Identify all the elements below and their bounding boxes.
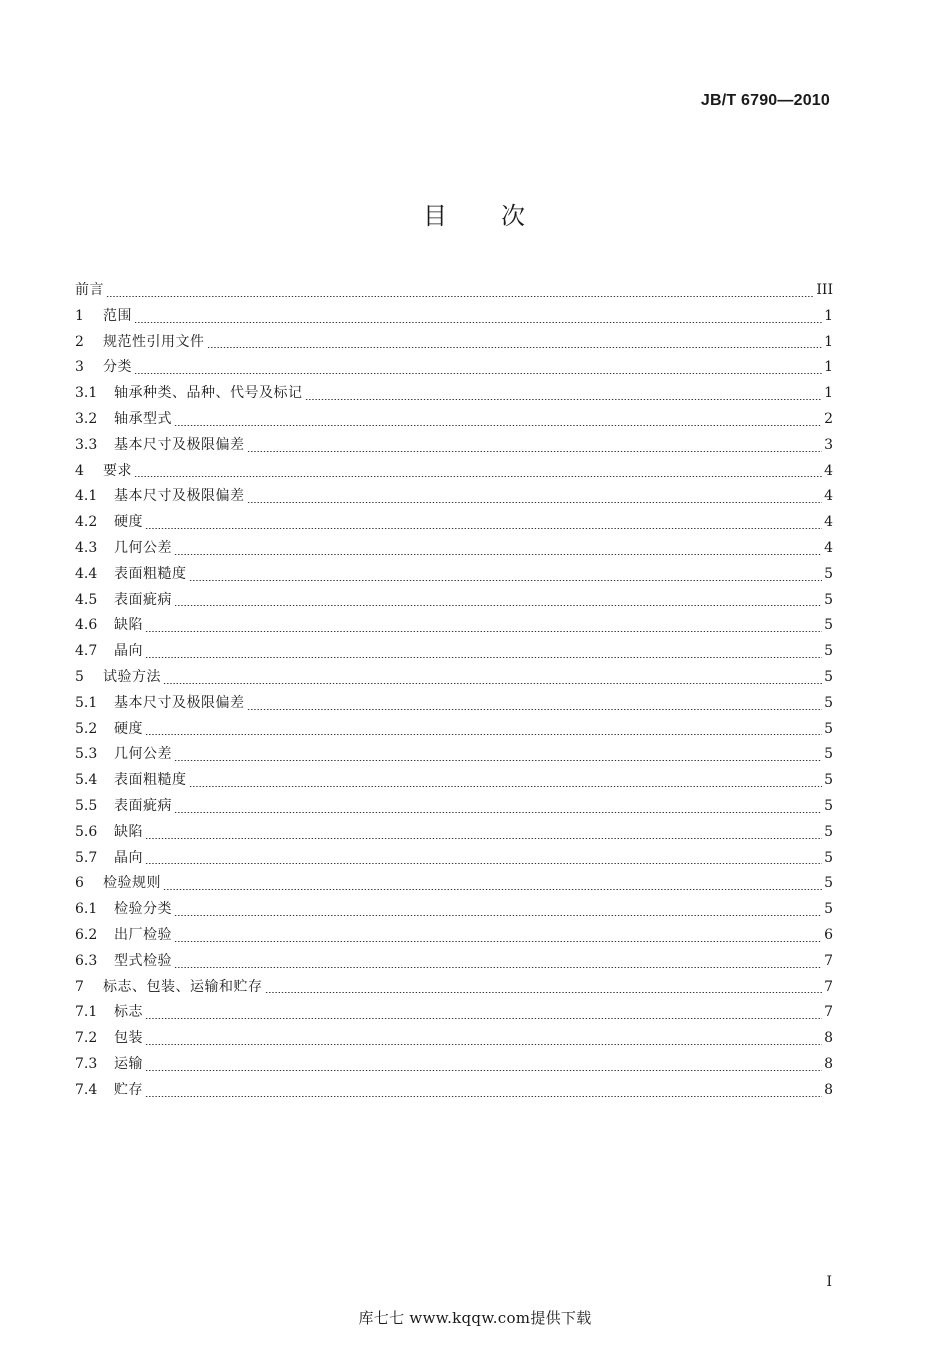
- toc-entry-page: 7: [824, 952, 833, 969]
- toc-entry-label: 缺陷: [114, 617, 143, 634]
- toc-entry-label: 标志、包装、运输和贮存: [103, 978, 263, 995]
- toc-dot-leader: [145, 734, 822, 735]
- toc-entry-number: 5.3: [75, 746, 98, 763]
- toc-entry[interactable]: [75, 871, 833, 897]
- toc-entry-label: 表面粗糙度: [114, 565, 187, 582]
- toc-entry-page: 5: [824, 849, 833, 866]
- toc-entry-label: 几何公差: [114, 746, 172, 763]
- standard-code: JB/T 6790—2010: [700, 92, 830, 109]
- toc-dot-leader: [134, 322, 822, 323]
- toc-entry-page: 5: [824, 746, 833, 763]
- toc-dot-leader: [163, 889, 822, 890]
- toc-entry-number: 3.3: [75, 436, 98, 453]
- toc-entry-label: 试验方法: [103, 668, 161, 685]
- toc-entry[interactable]: [75, 665, 833, 691]
- toc-dot-leader: [145, 1096, 822, 1097]
- toc-dot-leader: [174, 554, 822, 555]
- toc-entry-number: 4.4: [75, 565, 98, 582]
- toc-entry-page: 1: [824, 385, 833, 402]
- title-part-2: 次: [501, 202, 527, 230]
- toc-entry-page: 5: [824, 772, 833, 789]
- toc-dot-leader: [247, 709, 823, 710]
- toc-entry-page: 5: [824, 720, 833, 737]
- toc-entry-page: 5: [824, 797, 833, 814]
- toc-entry[interactable]: [75, 588, 833, 614]
- toc-entry[interactable]: [75, 794, 833, 820]
- toc-entry-label: 贮存: [114, 1081, 143, 1098]
- toc-entry[interactable]: [75, 717, 833, 743]
- toc-entry-number: 3.2: [75, 410, 98, 427]
- toc-entry-label: 几何公差: [114, 539, 172, 556]
- toc-entry-page: 8: [824, 1081, 833, 1098]
- toc-entry-label: 型式检验: [114, 952, 172, 969]
- toc-entry[interactable]: [75, 691, 833, 717]
- toc-dot-leader: [145, 657, 822, 658]
- toc-entry-label: 出厂检验: [114, 926, 172, 943]
- toc-entry-label: 规范性引用文件: [103, 333, 205, 350]
- toc-entry-label: 表面疵病: [114, 591, 172, 608]
- toc-entry[interactable]: [75, 330, 833, 356]
- toc-dot-leader: [134, 476, 822, 477]
- toc-entry-number: 5.7: [75, 849, 98, 866]
- toc-entry-label: 基本尺寸及极限偏差: [114, 694, 245, 711]
- toc-dot-leader: [174, 812, 822, 813]
- toc-entry[interactable]: [75, 510, 833, 536]
- toc-dot-leader: [207, 347, 823, 348]
- toc-dot-leader: [174, 941, 822, 942]
- toc-entry-label: 硬度: [114, 720, 143, 737]
- toc-entry-label: 运输: [114, 1055, 143, 1072]
- page-title: [0, 196, 950, 231]
- toc-entry-number: 4.6: [75, 617, 98, 634]
- toc-entry[interactable]: [75, 820, 833, 846]
- toc-entry[interactable]: [75, 846, 833, 872]
- toc-entry-number: 4: [75, 462, 84, 479]
- toc-entry-label: 轴承型式: [114, 410, 172, 427]
- toc-entry[interactable]: [75, 923, 833, 949]
- toc-entry-label: 表面粗糙度: [114, 772, 187, 789]
- toc-entry-number: 5.5: [75, 797, 98, 814]
- toc-entry-page: 6: [824, 926, 833, 943]
- toc-dot-leader: [174, 967, 822, 968]
- toc-entry-number: 7: [75, 978, 84, 995]
- toc-entry-number: 6.3: [75, 952, 98, 969]
- toc-entry-number: 7.2: [75, 1030, 98, 1047]
- toc-entry[interactable]: [75, 1052, 833, 1078]
- toc-entry-label: 表面疵病: [114, 797, 172, 814]
- toc-entry-page: 8: [824, 1055, 833, 1072]
- toc-entry-page: 1: [824, 307, 833, 324]
- toc-dot-leader: [145, 863, 822, 864]
- toc-dot-leader: [145, 838, 822, 839]
- toc-dot-leader: [189, 786, 823, 787]
- toc-entry-number: 5.6: [75, 823, 98, 840]
- toc-dot-leader: [247, 502, 823, 503]
- toc-entry-number: 4.3: [75, 539, 98, 556]
- toc-dot-leader: [189, 580, 823, 581]
- toc-entry-page: 4: [824, 539, 833, 556]
- toc-dot-leader: [145, 1018, 822, 1019]
- toc-entry-number: 1: [75, 307, 84, 324]
- toc-entry[interactable]: [75, 459, 833, 485]
- toc-entry-label: 基本尺寸及极限偏差: [114, 436, 245, 453]
- toc-entry[interactable]: [75, 949, 833, 975]
- toc-entry-number: 6.2: [75, 926, 98, 943]
- toc-entry-number: 4.2: [75, 514, 98, 531]
- toc-entry-label: 轴承种类、品种、代号及标记: [114, 385, 303, 402]
- toc-entry[interactable]: [75, 484, 833, 510]
- toc-entry-page: 7: [824, 1004, 833, 1021]
- toc-entry-page: 7: [824, 978, 833, 995]
- toc-entry-page: 5: [824, 617, 833, 634]
- toc-entry-label: 硬度: [114, 514, 143, 531]
- title-part-1: 目: [423, 202, 449, 230]
- toc-entry[interactable]: [75, 613, 833, 639]
- toc-entry-page: 3: [824, 436, 833, 453]
- toc-dot-leader: [145, 528, 822, 529]
- toc-entry[interactable]: [75, 355, 833, 381]
- toc-entry[interactable]: [75, 975, 833, 1001]
- toc-entry-number: 5.4: [75, 772, 98, 789]
- toc-entry[interactable]: [75, 1000, 833, 1026]
- toc-entry-label: 标志: [114, 1004, 143, 1021]
- toc-entry-number: 5.2: [75, 720, 98, 737]
- toc-entry-page: 5: [824, 565, 833, 582]
- toc-dot-leader: [145, 631, 822, 632]
- toc-entry-page: 1: [824, 333, 833, 350]
- toc-dot-leader: [163, 683, 822, 684]
- toc-entry-number: 7.4: [75, 1081, 98, 1098]
- toc-entry[interactable]: [75, 1026, 833, 1052]
- toc-entry-label: 范围: [103, 307, 132, 324]
- toc-entry-number: 6.1: [75, 901, 98, 918]
- download-footer: 库七七 www.kqqw.com提供下载: [358, 1309, 592, 1327]
- toc-entry-page: 5: [824, 901, 833, 918]
- toc-entry-label: 缺陷: [114, 823, 143, 840]
- toc-entry[interactable]: [75, 742, 833, 768]
- toc-entry-page: 8: [824, 1030, 833, 1047]
- toc-entry-page: 5: [824, 591, 833, 608]
- toc-entry-label: 晶向: [114, 849, 143, 866]
- toc-entry-page: 4: [824, 514, 833, 531]
- toc-dot-leader: [174, 605, 822, 606]
- toc-entry[interactable]: [75, 304, 833, 330]
- toc-entry-label: 分类: [103, 359, 132, 376]
- toc-dot-leader: [305, 399, 823, 400]
- toc-entry[interactable]: [75, 278, 833, 304]
- toc-entry-label: 包装: [114, 1030, 143, 1047]
- toc-entry-page: 5: [824, 643, 833, 660]
- toc-entry-page: 2: [824, 410, 833, 427]
- toc-entry-number: 7.3: [75, 1055, 98, 1072]
- toc-entry[interactable]: [75, 433, 833, 459]
- toc-dot-leader: [145, 1070, 822, 1071]
- toc-entry-page: 1: [824, 359, 833, 376]
- toc-entry[interactable]: [75, 381, 833, 407]
- toc-dot-leader: [106, 296, 814, 297]
- toc-entry[interactable]: [75, 407, 833, 433]
- toc-entry-number: 4.1: [75, 488, 98, 505]
- toc-dot-leader: [265, 992, 823, 993]
- toc-entry-page: 5: [824, 875, 833, 892]
- toc-entry-page: III: [816, 282, 833, 298]
- toc-entry-label: 要求: [103, 462, 132, 479]
- toc-dot-leader: [145, 1044, 822, 1045]
- toc-entry-number: 3: [75, 359, 84, 376]
- toc-entry[interactable]: [75, 1078, 833, 1104]
- toc-entry[interactable]: [75, 562, 833, 588]
- toc-entry-label: 检验分类: [114, 901, 172, 918]
- toc-dot-leader: [174, 915, 822, 916]
- toc-dot-leader: [134, 373, 822, 374]
- toc-dot-leader: [174, 425, 822, 426]
- toc-entry-number: 6: [75, 875, 84, 892]
- toc-dot-leader: [247, 451, 823, 452]
- toc-entry[interactable]: [75, 639, 833, 665]
- table-of-contents: [75, 278, 833, 1104]
- toc-entry-page: 4: [824, 488, 833, 505]
- toc-entry[interactable]: [75, 768, 833, 794]
- toc-entry-label: 前言: [75, 282, 104, 298]
- toc-entry-label: 检验规则: [103, 875, 161, 892]
- toc-entry-number: 4.7: [75, 643, 98, 660]
- toc-entry-number: 5: [75, 668, 84, 685]
- toc-entry-page: 5: [824, 694, 833, 711]
- page-number: I: [826, 1274, 832, 1290]
- toc-entry-number: 4.5: [75, 591, 98, 608]
- toc-entry[interactable]: [75, 897, 833, 923]
- toc-entry-number: 7.1: [75, 1004, 98, 1021]
- toc-entry-number: 2: [75, 333, 84, 350]
- toc-entry-page: 4: [824, 462, 833, 479]
- toc-entry-number: 5.1: [75, 694, 98, 711]
- toc-entry-number: 3.1: [75, 385, 98, 402]
- toc-dot-leader: [174, 760, 822, 761]
- toc-entry-page: 5: [824, 668, 833, 685]
- toc-entry-label: 晶向: [114, 643, 143, 660]
- toc-entry[interactable]: [75, 536, 833, 562]
- toc-entry-label: 基本尺寸及极限偏差: [114, 488, 245, 505]
- toc-entry-page: 5: [824, 823, 833, 840]
